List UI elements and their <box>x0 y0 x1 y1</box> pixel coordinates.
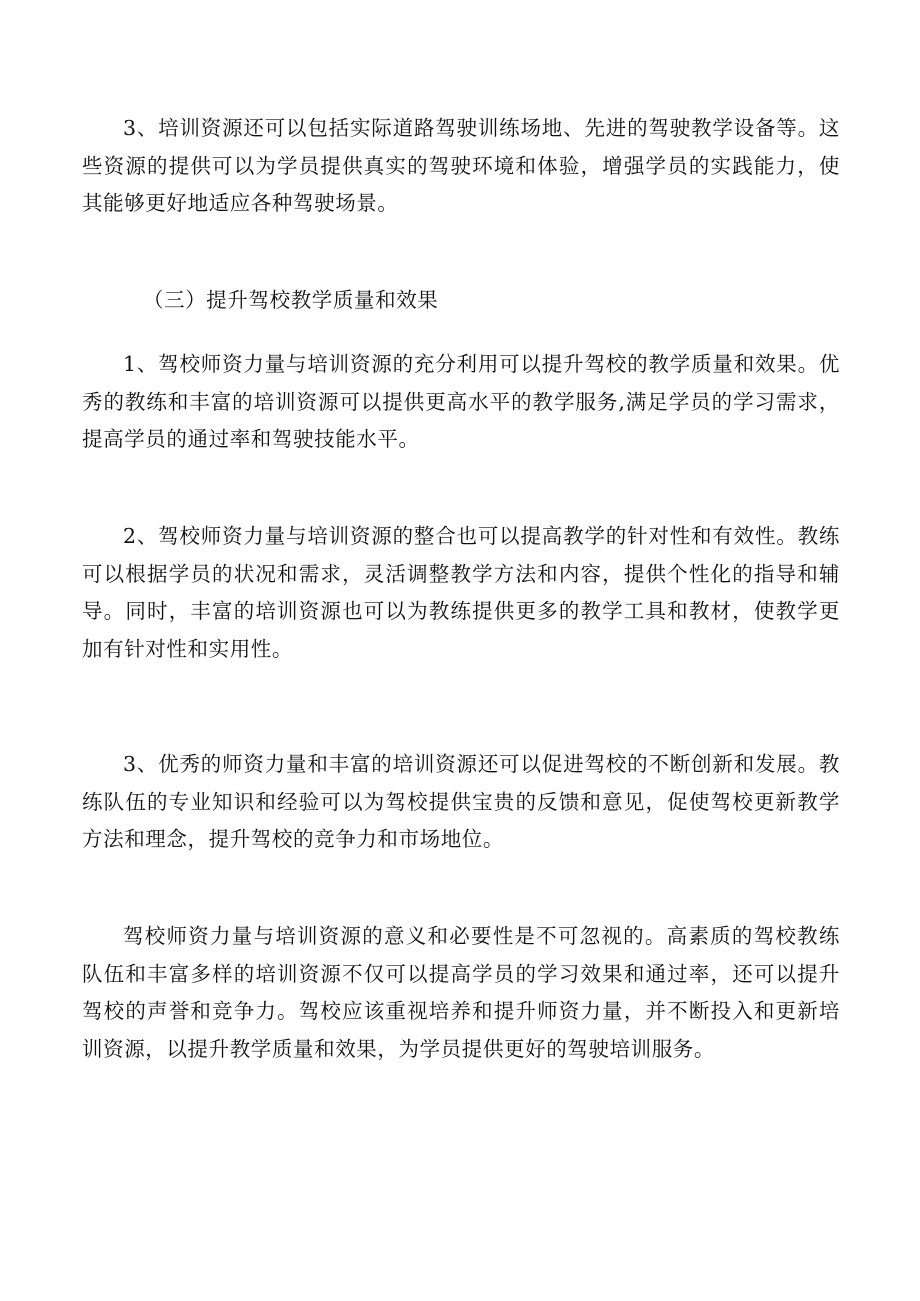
paragraph-training-resources-facilities: 3、培训资源还可以包括实际道路驾驶训练场地、先进的驾驶教学设备等。这些资源的提供可以为学员提供真实的驾驶环境和体验，增强学员的实践能力，使其能够更好地适应各种驾驶场景。 <box>82 116 840 215</box>
section-heading-improve-quality: （三）提升驾校教学质量和效果 <box>143 288 439 312</box>
paragraph-improve-quality-1: 1、驾校师资力量与培训资源的充分利用可以提升驾校的教学质量和效果。优秀的教练和丰富的培训资源可以提供更高水平的教学服务,满足学员的学习需求，提高学员的通过率和驾驶技能水平。 <box>82 352 840 451</box>
paragraph-improve-quality-2: 2、驾校师资力量与培训资源的整合也可以提高教学的针对性和有效性。教练可以根据学员的状况和需求，灵活调整教学方法和内容，提供个性化的指导和辅导。同时，丰富的培训资源也可以为教练提供更多的教学工具和教材，使教学更加有针对性和实用性。 <box>82 524 840 661</box>
paragraph-conclusion: 驾校师资力量与培训资源的意义和必要性是不可忽视的。高素质的驾校教练队伍和丰富多样的培训资源不仅可以提高学员的学习效果和通过率，还可以提升驾校的声誉和竞争力。驾校应该重视培养和提升师资力量，并不断投入和更新培训资源，以提升教学质量和效果，为学员提供更好的驾驶培训服务。 <box>82 924 840 1061</box>
paragraph-improve-quality-3: 3、优秀的师资力量和丰富的培训资源还可以促进驾校的不断创新和发展。教练队伍的专业知识和经验可以为驾校提供宝贵的反馈和意见，促使驾校更新教学方法和理念，提升驾校的竞争力和市场地位。 <box>82 752 840 851</box>
